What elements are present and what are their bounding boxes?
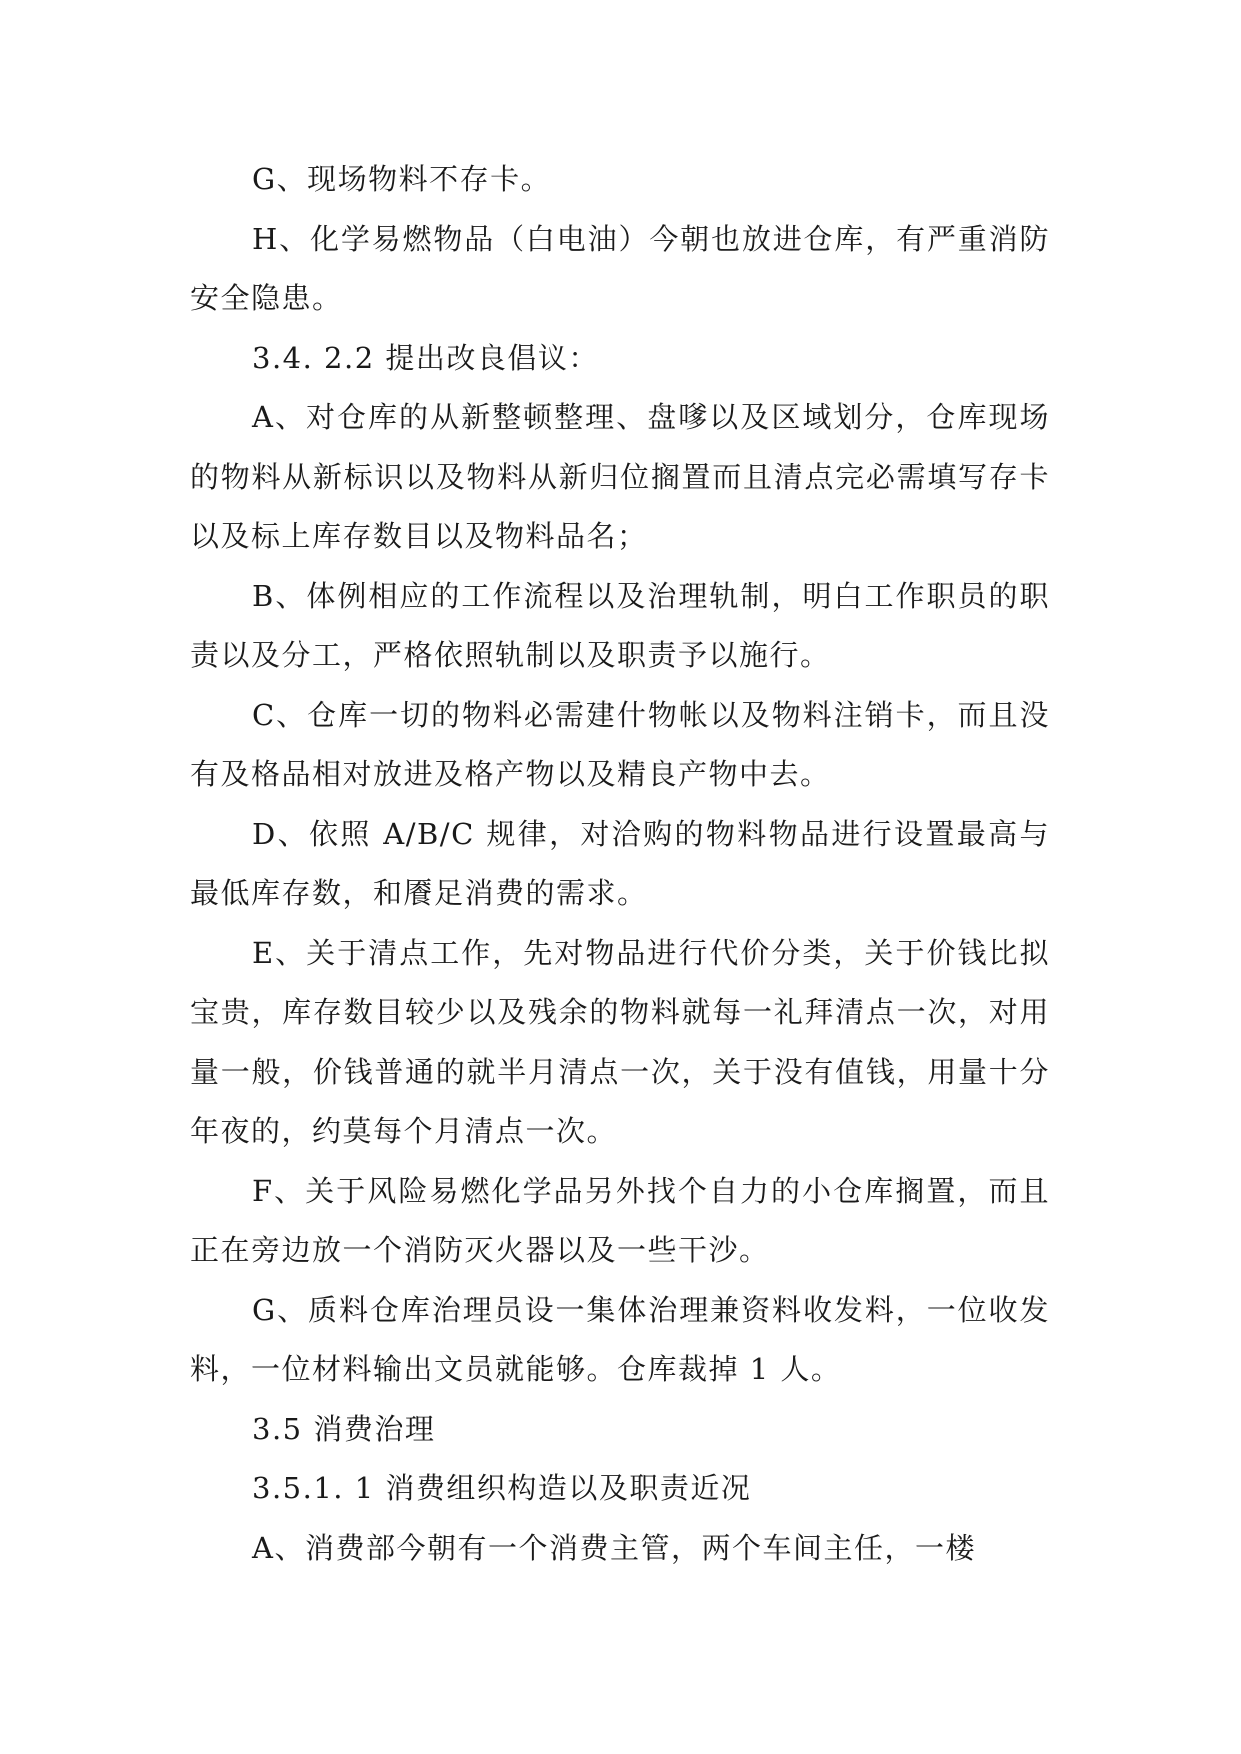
document-body [190, 150, 1050, 1578]
section-heading-3-4-2-2: 3.4. 2.2 提出改良倡议： [252, 340, 599, 375]
paragraph-b-workflow: B、体例相应的工作流程以及治理轨制，明白工作职员的职责以及分工，严格依照轨制以及职责予以施行。 [190, 578, 1050, 672]
paragraph-a-production-dept: A、消费部今朝有一个消费主管，两个车间主任，一楼 [252, 1530, 976, 1565]
section-heading-3-5-1-1: 3.5.1. 1 消费组织构造以及职责近况 [252, 1471, 752, 1505]
paragraph-c-material-ledger: C、仓库一切的物料必需建什物帐以及物料注销卡，而且没有及格品相对放进及格产物以及精良产物中去。 [190, 697, 1050, 791]
paragraph-h-flammable-chemicals: H、化学易燃物品（白电油）今朝也放进仓库，有严重消防安全隐患。 [190, 221, 1050, 315]
paragraph-e-inventory-count: E、关于清点工作，先对物品进行代价分类，关于价钱比拟宝贵，库存数目较少以及残余的物料就每一礼拜清点一次，对用量一般，价钱普通的就半月清点一次，关于没有值钱，用量十分年夜的，约莫每个月清点一次。 [190, 935, 1050, 1148]
paragraph-f-hazardous-storage: F、关于风险易燃化学品另外找个自力的小仓库搁置，而且正在旁边放一个消防灭火器以及一些干沙。 [190, 1173, 1050, 1267]
paragraph-d-abc-rule: D、依照 A/B/C 规律，对洽购的物料物品进行设置最高与最低库存数，和餍足消费的需求。 [190, 816, 1050, 910]
paragraph-g-no-stock-card: G、现场物料不存卡。 [252, 162, 552, 196]
paragraph-a-warehouse-reorganize: A、对仓库的从新整顿整理、盘嗲以及区域划分，仓库现场的物料从新标识以及物料从新归位搁置而且清点完必需填写存卡以及标上库存数目以及物料品名； [190, 400, 1050, 553]
section-heading-3-5: 3.5 消费治理 [252, 1411, 436, 1446]
paragraph-g-staffing: G、质料仓库治理员设一集体治理兼资料收发料，一位收发料，一位材料输出文员就能够。仓库裁掉 1 人。 [190, 1292, 1050, 1386]
